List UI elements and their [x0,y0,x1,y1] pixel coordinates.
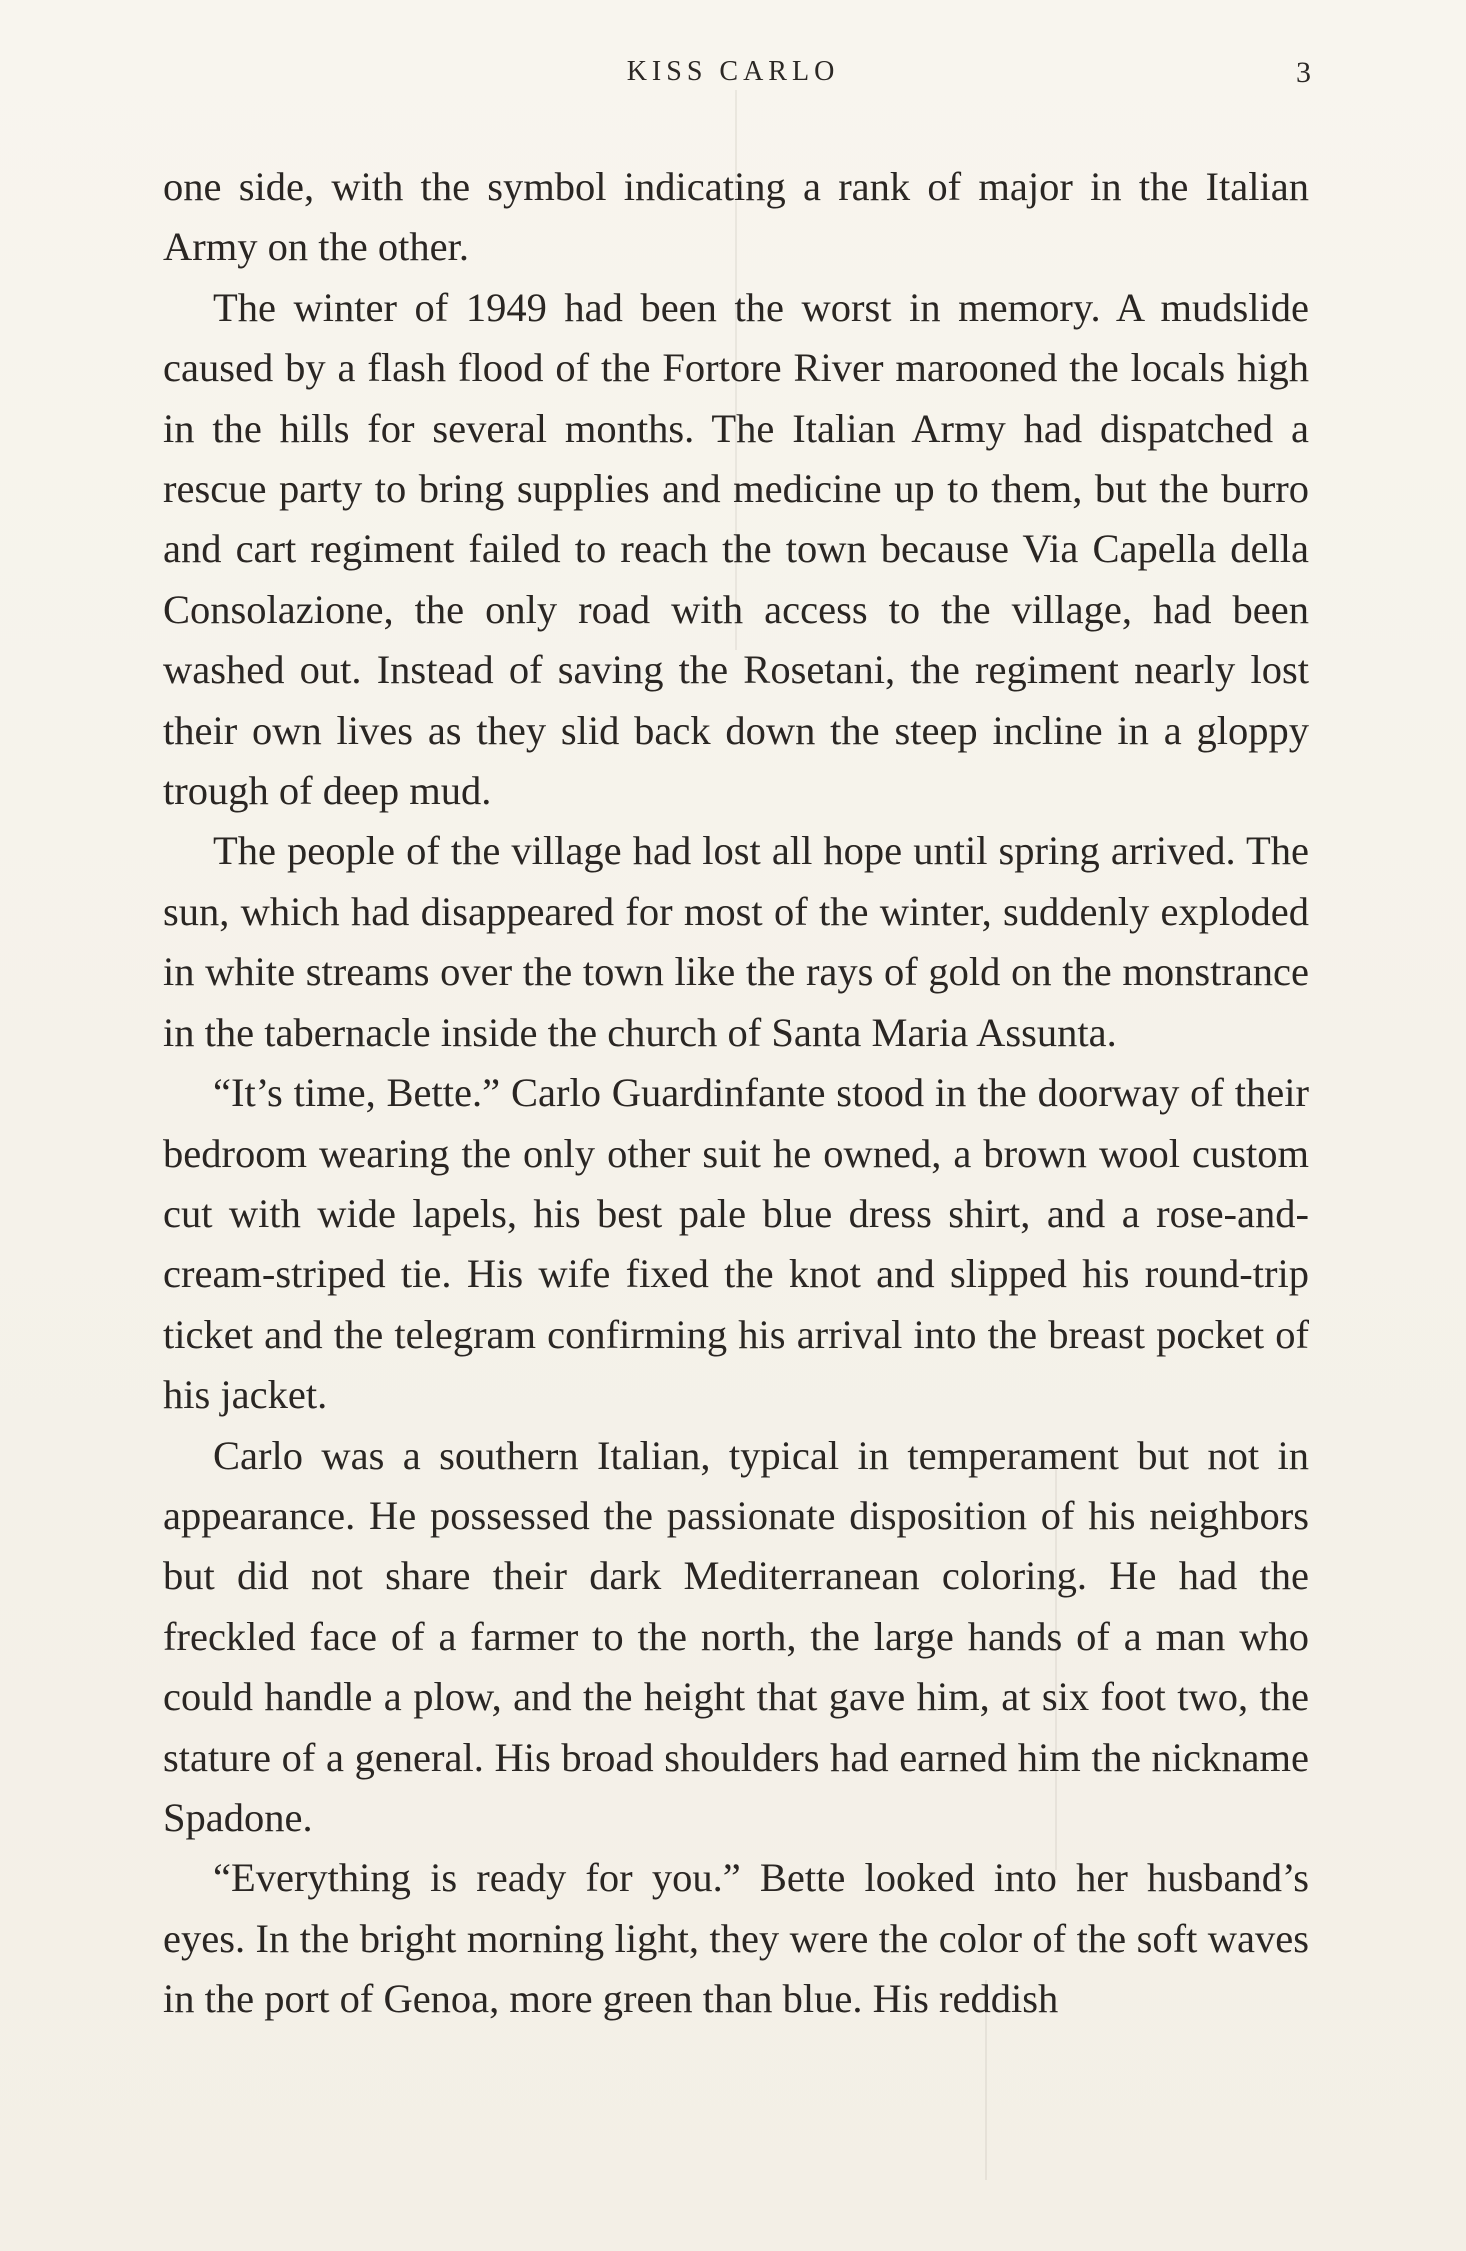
paragraph: “It’s time, Bette.” Carlo Guardinfante stood in the doorway of their bedroom wearing the only other suit he owned, a brown wool custom cut with wide lapels, his best pale blue dress shirt, and a rose-and-cream-striped tie. His wife fixed the knot and slipped his round-trip ticket and the telegram confirming his arrival into the breast pocket of his jacket. [163,1070,1309,1418]
body-text [163,157,1309,2030]
paragraph: one side, with the symbol indicating a rank of major in the Italian Army on the other. [163,164,1309,270]
page-number: 3 [1296,56,1311,89]
paragraph: The people of the village had lost all hope until spring arrived. The sun, which had disappeared for most of the winter, suddenly exploded in white streams over the town like the rays of gold on the monstrance in the tabernacle inside the church of Santa Maria Assunta. [163,828,1309,1055]
paragraph: Carlo was a southern Italian, typical in temperament but not in appearance. He possessed the passionate disposition of his neighbors but did not share their dark Mediterranean coloring. He had the freckled face of a farmer to the north, the large hands of a man who could handle a plow, and the height that gave him, at six foot two, the stature of a general. His broad shoulders had earned him the nickname Spadone. [163,1432,1309,1840]
paragraph: The winter of 1949 had been the worst in memory. A mudslide caused by a flash flood of the Fortore River marooned the locals high in the hills for several months. The Italian Army had dispatched a rescue party to bring supplies and medicine up to them, but the burro and cart regiment failed to reach the town because Via Capella della Consolazione, the only road with access to the village, had been washed out. Instead of saving the Rosetani, the regiment nearly lost their own lives as they slid back down the steep incline in a gloppy trough of deep mud. [163,284,1309,814]
running-head: KISS CARLO [626,56,840,87]
paragraph: “Everything is ready for you.” Bette looked into her husband’s eyes. In the bright morning light, they were the color of the soft waves in the port of Genoa, more green than blue. His reddish [163,1855,1309,2022]
page-header [0,56,1466,96]
